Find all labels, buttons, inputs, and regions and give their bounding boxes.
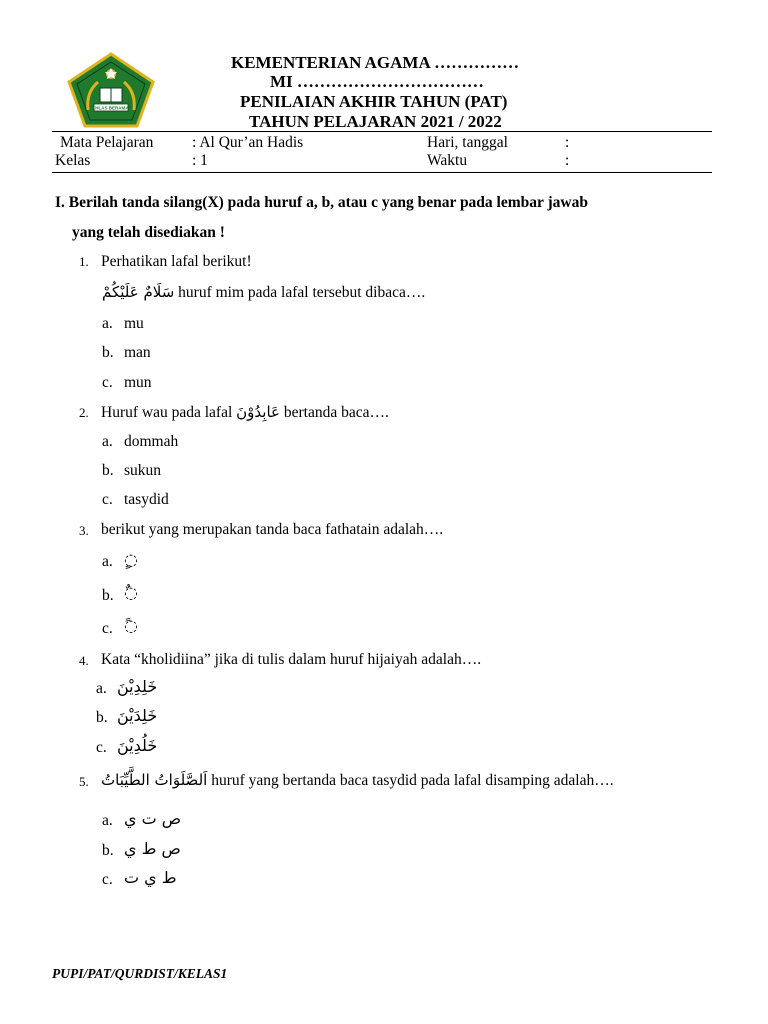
q4-option-c-text: خَلُدِيْنَ: [117, 736, 158, 755]
question-4-number: 4.: [79, 653, 89, 668]
question-2-number: 2.: [79, 405, 89, 420]
q2-option-c-letter: c.: [102, 491, 113, 508]
q1-option-a-text: mu: [124, 315, 144, 332]
exam-page: IKHLAS BERAMAL KEMENTERIAN AGAMA …………… MI …………………………… PENILAIAN AKHIR TAHUN (PAT) TAHUN PELAJARAN 2021 / 2022 Mata Pelajaran : Al Qur’an Hadis Hari, tanggal : Kelas : 1 Waktu : I. Berilah tanda silang(X) pada huruf a, b, atau c yang benar pada lembar jawab yang telah disediakan ! 1. Perhatikan lafal berikut! سَلَامٌ عَلَيْكُمْ huruf mim pada lafal tersebut dibaca…. a. mu b. man c. mun 2. Huruf wau pada lafal عَابِدُوْنَ bertanda baca…. a. dommah b. sukun c. tasydid 3. berikut yang merupakan tanda baca fathatain adalah…. a. ◌ٍ b. ◌ٌ c. ◌ً 4. Kata “kholidiina” jika di tulis dalam huruf hijaiyah adalah…. a. خَلِدِيْنَ b. خَلِدَيْنَ c. خَلُدِيْنَ 5. اَلصَّلَوَاتُ الطَّيِّبَاتُ huruf yang bertanda baca tasydid pada lafal disamping adalah…. a. ص ت ي b. ص ط ي c. ط ي ت PUPI/PAT/QURDIST/KELAS1: [0, 0, 768, 1024]
question-5-line: [101, 771, 614, 790]
q4-option-a-text: خَلِدِيْنَ: [117, 677, 158, 696]
question-1-line-2: [102, 283, 425, 302]
instruction-line-2: yang telah disediakan !: [72, 224, 225, 241]
q3-option-a-text: ◌ٍ: [124, 550, 138, 569]
q4-option-b-text: خَلِدَيْنَ: [117, 706, 158, 725]
q2-option-b-text: sukun: [124, 462, 162, 479]
day-value: :: [565, 134, 570, 151]
question-5-number: 5.: [79, 774, 89, 789]
q4-option-b-letter: b.: [96, 709, 108, 726]
logo-text: IKHLAS BERAMAL: [90, 105, 132, 111]
q4-option-c-letter: c.: [96, 739, 107, 756]
info-top-rule: [52, 131, 712, 132]
q3-option-b-text: ◌ٌ: [124, 583, 138, 602]
q3-option-a-letter: a.: [102, 553, 113, 570]
q1-option-b-text: man: [124, 344, 151, 361]
q3-option-b-letter: b.: [102, 587, 114, 604]
day-label: Hari, tanggal: [427, 134, 508, 151]
question-1-text-2: huruf mim pada lafal tersebut dibaca….: [178, 284, 426, 301]
q2-option-b-letter: b.: [102, 462, 114, 479]
q5-option-a-letter: a.: [102, 812, 113, 829]
question-1-arabic: سَلَامٌ عَلَيْكُمْ: [102, 283, 175, 301]
question-2-text-before: Huruf wau pada lafal: [101, 404, 233, 421]
q3-option-c-letter: c.: [102, 620, 113, 637]
time-label: Waktu: [427, 152, 468, 169]
question-2-arabic: عَابِدُوْنَ: [236, 403, 280, 421]
q4-option-a-letter: a.: [96, 680, 107, 697]
q5-option-a-text: ص ت ي: [124, 809, 182, 828]
q3-option-c-text: ◌ً: [124, 616, 138, 635]
info-bottom-rule: [52, 172, 712, 173]
question-2-text-after: bertanda baca….: [283, 404, 389, 421]
instruction-line-1: I. Berilah tanda silang(X) pada huruf a, b, atau c yang benar pada lembar jawab: [55, 194, 588, 211]
q5-option-b-text: ص ط ي: [124, 839, 181, 858]
class-label: Kelas: [55, 152, 91, 169]
q1-option-a-letter: a.: [102, 315, 113, 332]
question-5-text-after: huruf yang bertanda baca tasydid pada lafal disamping adalah….: [211, 772, 614, 789]
footer-code: PUPI/PAT/QURDIST/KELAS1: [52, 966, 228, 981]
question-1-number: 1.: [79, 254, 89, 269]
question-2-line: [101, 403, 389, 422]
question-1-text: Perhatikan lafal berikut!: [101, 253, 252, 270]
q1-option-b-letter: b.: [102, 344, 114, 361]
q2-option-c-text: tasydid: [124, 491, 169, 508]
subject-value: : Al Qur’an Hadis: [192, 134, 304, 151]
q5-option-c-letter: c.: [102, 871, 113, 888]
question-3-text: berikut yang merupakan tanda baca fathatain adalah….: [101, 521, 444, 538]
q5-option-b-letter: b.: [102, 842, 114, 859]
q1-option-c-text: mun: [124, 374, 152, 391]
question-4-text: Kata “kholidiina” jika di tulis dalam huruf hijaiyah adalah….: [101, 651, 482, 668]
subject-label: Mata Pelajaran: [60, 134, 154, 151]
q2-option-a-text: dommah: [124, 433, 179, 450]
class-value: : 1: [192, 152, 208, 169]
kemenag-logo: [66, 52, 156, 128]
question-5-arabic: اَلصَّلَوَاتُ الطَّيِّبَاتُ: [101, 771, 208, 789]
q1-option-c-letter: c.: [102, 374, 113, 391]
question-3-number: 3.: [79, 523, 89, 538]
q2-option-a-letter: a.: [102, 433, 113, 450]
time-value: :: [565, 152, 570, 169]
q5-option-c-text: ط ي ت: [124, 868, 177, 887]
